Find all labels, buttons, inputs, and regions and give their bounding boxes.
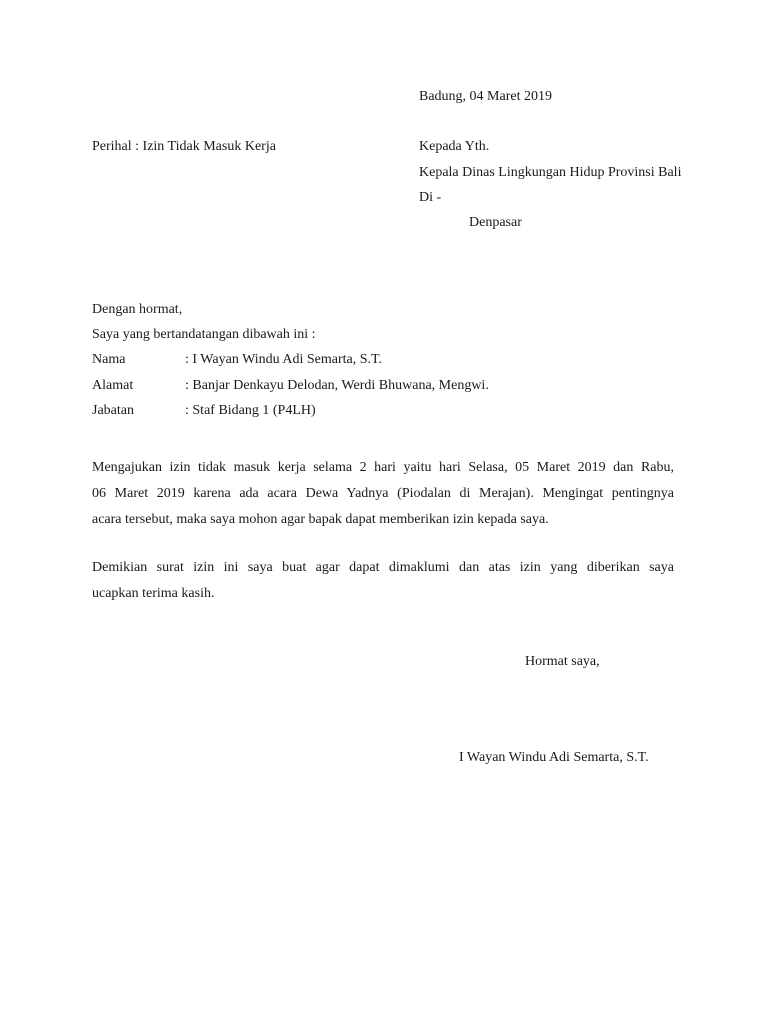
place-date: Badung, 04 Maret 2019 — [419, 89, 552, 104]
paragraph-line: ucapkan terima kasih. — [92, 586, 215, 601]
field-value-nama: : I Wayan Windu Adi Semarta, S.T. — [185, 352, 383, 367]
field-label-nama: Nama — [92, 352, 126, 367]
greeting: Dengan hormat, — [92, 302, 183, 317]
paragraph-line: Demikian surat izin ini saya buat agar dapat dimaklumi dan atas izin yang diberikan saya — [92, 560, 674, 575]
closing-salutation: Hormat saya, — [525, 654, 600, 669]
paragraph-line: acara tersebut, maka saya mohon agar bapak dapat memberikan izin kepada saya. — [92, 512, 549, 527]
paragraph-line: 06 Maret 2019 karena ada acara Dewa Yadnya (Piodalan di Merajan). Mengingat pentingnya — [92, 486, 674, 501]
field-label-jabatan: Jabatan — [92, 403, 134, 418]
recipient-at: Di - — [419, 190, 442, 205]
recipient-city: Denpasar — [469, 215, 522, 230]
body-paragraph-closing — [92, 555, 674, 607]
recipient-title: Kepala Dinas Lingkungan Hidup Provinsi Bali — [419, 165, 682, 180]
intro-line: Saya yang bertandatangan dibawah ini : — [92, 327, 316, 342]
subject-line: Perihal : Izin Tidak Masuk Kerja — [92, 139, 276, 154]
paragraph-line: Mengajukan izin tidak masuk kerja selama 2 hari yaitu hari Selasa, 05 Maret 2019 dan Rabu, — [92, 460, 674, 475]
signatory-name: I Wayan Windu Adi Semarta, S.T. — [459, 750, 649, 765]
field-label-alamat: Alamat — [92, 378, 134, 393]
body-paragraph-request — [92, 455, 674, 533]
field-value-alamat: : Banjar Denkayu Delodan, Werdi Bhuwana, Mengwi. — [185, 378, 489, 393]
recipient-salutation: Kepada Yth. — [419, 139, 490, 154]
field-value-jabatan: : Staf Bidang 1 (P4LH) — [185, 403, 316, 418]
